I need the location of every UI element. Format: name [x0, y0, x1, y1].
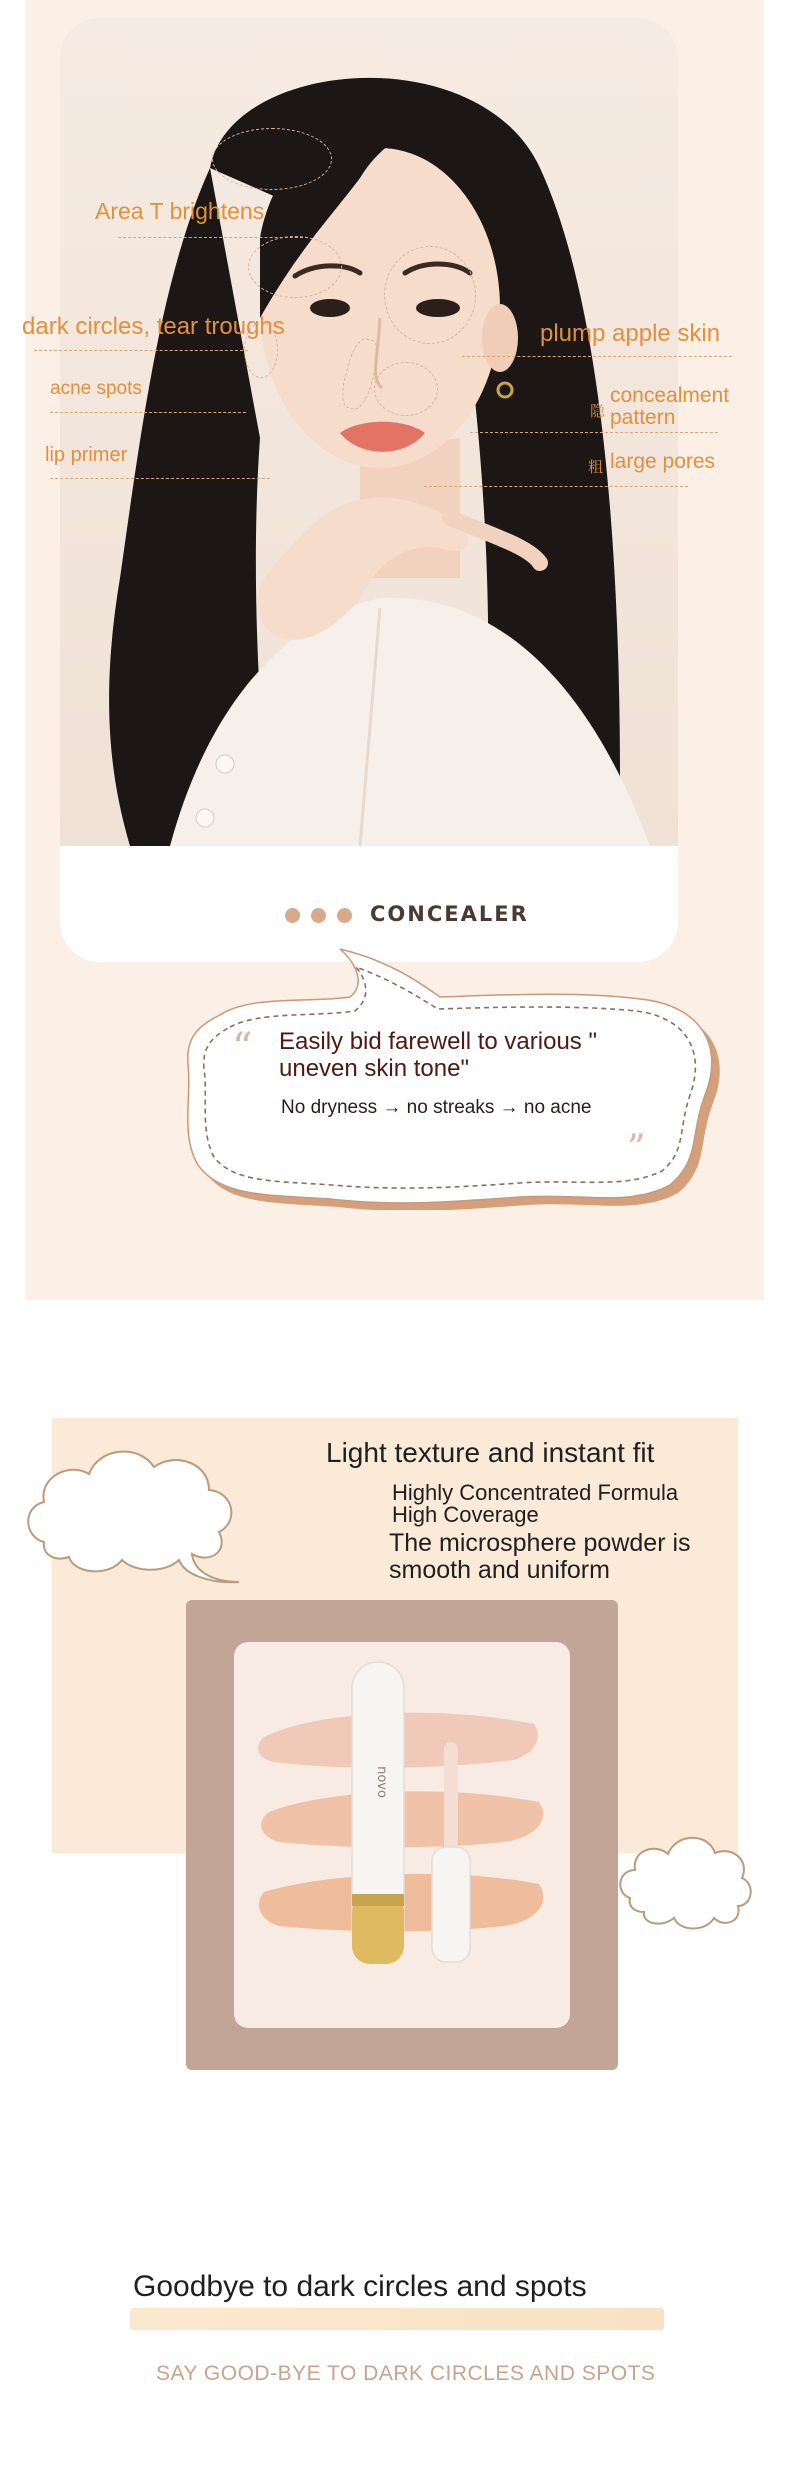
label-pores: large pores	[610, 450, 716, 473]
quote-open-icon: “	[232, 1025, 253, 1071]
label-acne: acne spots	[50, 378, 142, 399]
indicator-dot	[337, 908, 352, 923]
benefit-no-dryness: No dryness	[281, 1097, 378, 1118]
benefit-no-acne: no acne	[523, 1097, 592, 1118]
leader-line	[470, 432, 718, 433]
label-concealment	[610, 385, 729, 429]
leader-line	[424, 486, 688, 487]
texture-features	[392, 1482, 678, 1526]
leader-line	[50, 412, 246, 413]
label-plump: plump apple skin	[540, 320, 721, 347]
indicator-dot	[285, 908, 300, 923]
feature-coverage: High Coverage	[392, 1502, 539, 1527]
label-concealment-line2: pattern	[610, 406, 676, 429]
model-card	[60, 18, 678, 962]
leader-line	[50, 478, 270, 479]
bubble-subline	[281, 1097, 592, 1119]
label-concealment-line1: concealment	[610, 384, 730, 407]
label-pores-glyph: 粗	[588, 459, 604, 476]
benefit-no-streaks: no streaks	[406, 1097, 495, 1118]
texture-desc-line1: The microsphere powder is	[389, 1529, 691, 1557]
leader-line	[462, 356, 732, 357]
bubble-headline-line1: Easily bid farewell to various "	[279, 1028, 597, 1055]
quote-close-icon: ”	[627, 1128, 646, 1169]
title-highlight	[130, 2308, 664, 2330]
product-photo	[234, 1642, 570, 2028]
card-title: CONCEALER	[370, 902, 529, 926]
label-concealment-glyph: 隐	[590, 403, 606, 420]
label-area-t: Area T brightens	[95, 198, 265, 224]
under-eye-area	[248, 236, 342, 298]
product-frame	[186, 1600, 618, 2070]
brand-logo: novo	[374, 1766, 389, 1798]
indicator-dot	[311, 908, 326, 923]
cloud-doodle-left	[14, 1432, 264, 1592]
label-lip-primer: lip primer	[45, 444, 128, 466]
apple-cheek-area	[384, 246, 476, 344]
pores-area	[374, 362, 438, 416]
texture-title: Light texture and instant fit	[326, 1437, 655, 1468]
leader-line	[118, 237, 308, 238]
arrow-right-icon: →	[382, 1097, 402, 1118]
label-dark-circles: dark circles, tear troughs	[22, 313, 285, 340]
leader-line	[34, 350, 248, 351]
texture-description	[389, 1530, 691, 1584]
feature-formula: Highly Concentrated Formula	[392, 1480, 679, 1505]
texture-desc-line2: smooth and uniform	[389, 1556, 610, 1584]
closing-title: Goodbye to dark circles and spots	[133, 2270, 587, 2303]
product-illustration	[234, 1642, 570, 2028]
bubble-headline-line2: uneven skin tone"	[279, 1055, 469, 1082]
bubble-headline	[279, 1028, 597, 1082]
arrow-right-icon: →	[499, 1097, 519, 1118]
closing-subtitle: SAY GOOD-BYE TO DARK CIRCLES AND SPOTS	[156, 2362, 656, 2385]
t-zone-area	[212, 128, 332, 190]
cloud-doodle-right	[610, 1818, 760, 1938]
